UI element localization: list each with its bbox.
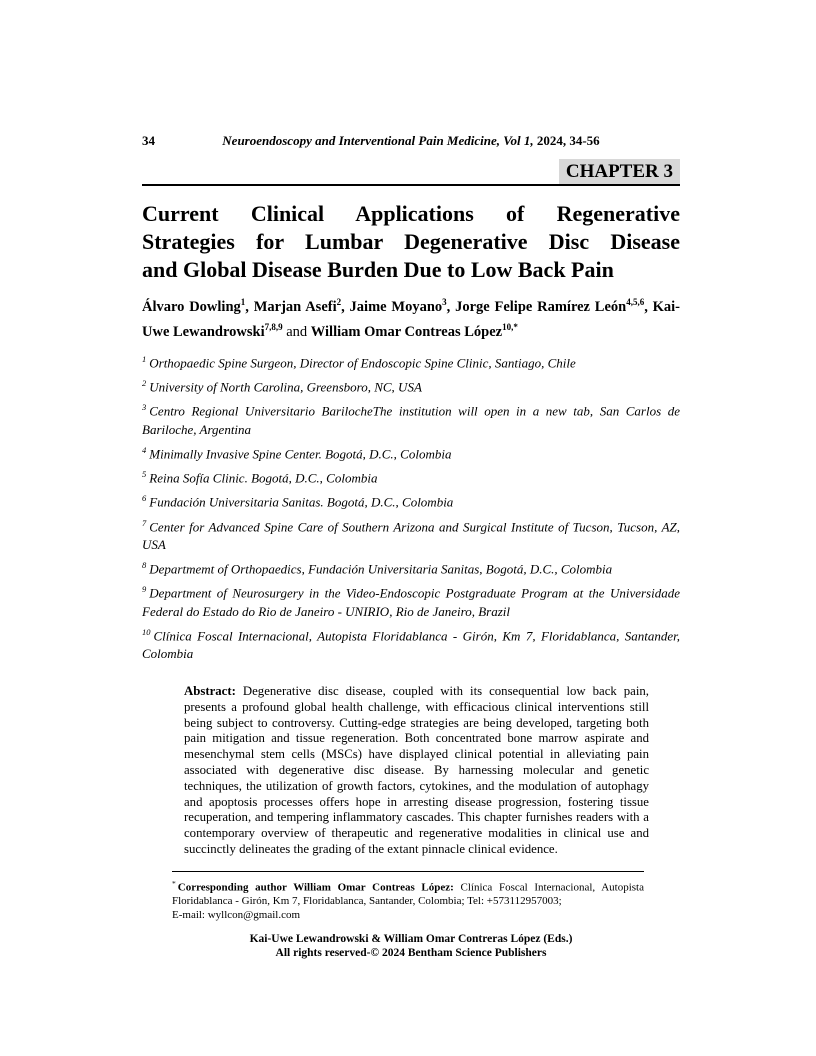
publisher-block xyxy=(142,932,680,961)
chapter-title-line: Strategies for Lumbar Degenerative Disc Disease xyxy=(142,229,680,254)
affiliation-text: Fundación Universitaria Sanitas. Bogotá, D.C., Colombia xyxy=(149,494,454,510)
affiliation-number: 4 xyxy=(142,444,147,455)
affiliation-item xyxy=(142,374,680,396)
affiliation-number: 3 xyxy=(142,402,147,413)
affiliation-text: Clínica Foscal Internacional, Autopista Floridablanca - Girón, Km 7, Floridablanca, Santander, Colombia xyxy=(142,627,680,661)
author-separator: , xyxy=(446,298,456,315)
author-separator: , xyxy=(245,298,254,315)
chapter-title xyxy=(142,200,680,284)
author-separator: , xyxy=(341,298,350,315)
affiliation-number: 5 xyxy=(142,468,147,479)
abstract-text: Degenerative disc disease, coupled with its consequential low back pain, presents a profound global health challenge, with efficacious clinical interventions still being subject to controversy. Cutting-edge strategies are being developed, targeting both pain mitigation and tissue regeneration. Both concentrated bone marrow aspirate and mesenchymal stem cells (MSCs) have displayed clinical potential in alleviating pain associated with degenerative disc disease. By harnessing molecular and genetic techniques, the utilization of growth factors, cytokines, and the modulation of autophagy and apoptosis processes offers hope in arresting disease progression, fostering tissue recuperation, and tempering inflammatory cascades. This chapter furnishes readers with a contemporary overview of therapeutic and regenerative modalities in clinical use and succinctly delineates the grading of the extant pinnacle clinical evidence. xyxy=(184,683,649,856)
footnote-label: Corresponding author William Omar Contreas López: xyxy=(177,881,454,894)
affiliation-item xyxy=(142,465,680,487)
author-affiliation-superscript: 3 xyxy=(442,297,447,307)
affiliation-text: Department of Neurosurgery in the Video-Endoscopic Postgraduate Program at the Universidade Federal do Estado do Rio de Janeiro - UNIRIO, Rio de Janeiro, Brazil xyxy=(142,585,680,619)
journal-title: Neuroendoscopy and Interventional Pain Medicine, Vol 1, xyxy=(222,133,534,148)
chapter-rule xyxy=(142,159,680,186)
affiliation-text: University of North Carolina, Greensboro, NC, USA xyxy=(149,379,422,395)
affiliation-item xyxy=(142,623,680,663)
affiliation-item xyxy=(142,441,680,463)
author-name: William Omar Contreas López xyxy=(310,324,503,341)
affiliation-number: 9 xyxy=(142,584,147,595)
author-name: Marjan Asefi xyxy=(253,298,337,315)
page-number: 34 xyxy=(142,133,155,148)
author-affiliation-superscript: 4,5,6 xyxy=(626,297,645,307)
affiliation-item xyxy=(142,514,680,554)
author-affiliation-superscript: 2 xyxy=(336,297,342,307)
affiliation-text: Departmemt of Orthopaedics, Fundación Universitaria Sanitas, Bogotá, D.C., Colombia xyxy=(149,561,613,577)
affiliation-number: 8 xyxy=(142,559,147,570)
affiliation-item xyxy=(142,556,680,578)
chapter-label: CHAPTER 3 xyxy=(559,159,680,184)
author-affiliation-superscript: 7,8,9 xyxy=(264,322,283,333)
text-block xyxy=(142,0,680,961)
affiliation-list xyxy=(142,350,680,663)
abstract-label: Abstract: xyxy=(184,683,236,698)
affiliation-item xyxy=(142,350,680,372)
affiliation-number: 7 xyxy=(142,517,147,528)
affiliation-number: 2 xyxy=(142,377,147,388)
footnote-asterisk: * xyxy=(172,878,176,888)
affiliation-number: 6 xyxy=(142,493,147,504)
author-name: Jaime Moyano xyxy=(349,298,443,315)
affiliation-item xyxy=(142,580,680,620)
journal-volume-info: 2024, 34-56 xyxy=(533,133,600,148)
author-name: Jorge Felipe Ramírez León xyxy=(455,298,627,315)
chapter-title-line: and Global Disease Burden Due to Low Back Pain xyxy=(142,257,614,282)
affiliation-text: Center for Advanced Spine Care of Southern Arizona and Surgical Institute of Tucson, Tucson, AZ, USA xyxy=(142,518,680,552)
running-head xyxy=(142,133,680,151)
affiliation-text: Centro Regional Universitario BarilocheThe institution will open in a new tab, San Carlos de Bariloche, Argentina xyxy=(142,403,680,437)
author-separator: , xyxy=(644,298,653,315)
author-list xyxy=(142,292,680,343)
footnote-email: E-mail: wyllcon@gmail.com xyxy=(172,908,301,921)
author-name: Kai-Uwe Lewandrowski xyxy=(142,298,681,341)
corresponding-author-footnote xyxy=(172,871,644,923)
affiliation-text: Orthopaedic Spine Surgeon, Director of Endoscopic Spine Clinic, Santiago, Chile xyxy=(149,354,576,370)
abstract xyxy=(184,684,649,858)
affiliation-text: Reina Sofía Clinic. Bogotá, D.C., Colombia xyxy=(149,470,378,486)
author-affiliation-superscript: 1 xyxy=(240,297,246,307)
author-affiliation-superscript: 10,* xyxy=(502,322,518,333)
footnote-address: Clínica Foscal Internacional, Autopista Floridablanca - Girón, Km 7, Floridablanca, Santander, Colombia; Tel: +573112957003; xyxy=(172,881,644,908)
editors-line: Kai-Uwe Lewandrowski & William Omar Contreras López (Eds.) xyxy=(249,932,573,945)
chapter-title-line: Current Clinical Applications of Regenerative xyxy=(142,201,680,226)
author-and-separator: and xyxy=(282,324,311,341)
rights-line: All rights reserved-© 2024 Bentham Science Publishers xyxy=(275,947,547,960)
running-head-title xyxy=(142,133,680,149)
affiliation-text: Minimally Invasive Spine Center. Bogotá, D.C., Colombia xyxy=(149,445,452,461)
author-name: Álvaro Dowling xyxy=(142,298,241,315)
affiliation-item xyxy=(142,398,680,438)
affiliation-item xyxy=(142,489,680,511)
affiliation-number: 1 xyxy=(142,353,147,364)
affiliation-number: 10 xyxy=(142,626,151,637)
